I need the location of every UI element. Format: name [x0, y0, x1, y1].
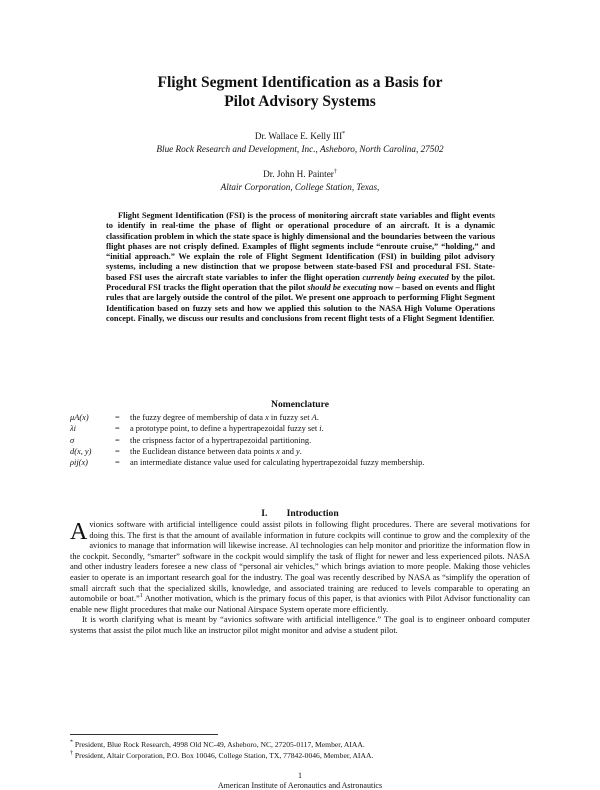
def-text: the fuzzy degree of membership of data	[130, 413, 266, 422]
page-number: 1	[298, 771, 302, 780]
nomenclature-definition	[130, 423, 540, 434]
abstract-emphasis-2: should be executing	[307, 283, 377, 293]
author-1-affiliation: Blue Rock Research and Development, Inc., Asheboro, North Carolina, 27502	[156, 144, 444, 154]
def-var: A	[311, 413, 317, 422]
author-1-mark: *	[342, 130, 346, 137]
title-line-1: Flight Segment Identification as a Basis for	[157, 74, 443, 91]
nomenclature-item	[70, 412, 540, 423]
def-var: x	[265, 413, 269, 422]
nomenclature-symbol: ρij(x)	[70, 458, 88, 468]
def-text: .	[299, 446, 302, 456]
footnote-2-text: President, Altair Corporation, P.O. Box 10046, College Station, TX, 77842-0046, Member, AIAA.	[73, 751, 374, 760]
def-text: .	[316, 413, 319, 422]
intro-paragraph-1	[70, 520, 530, 615]
abstract-emphasis-1: currently being executed	[362, 272, 449, 282]
nomenclature-definition	[130, 457, 540, 468]
author-1	[60, 131, 540, 142]
footnote-2	[70, 751, 530, 760]
nomenclature-definition	[130, 435, 540, 446]
nomenclature-item	[70, 457, 540, 468]
paper-title	[60, 73, 540, 111]
nomenclature-definition	[130, 446, 540, 457]
def-var: i	[319, 424, 322, 434]
def-text: and	[279, 446, 297, 456]
footnote-1-text: President, Blue Rock Research, 4998 Old NC-49, Asheboro, NC, 27205-0117, Member, AIAA.	[73, 740, 365, 749]
intro-p1-text-b: Another motivation, which is the primary focus of this paper, is that avionics with Pilot Advisor functionality can enable new flight procedures that make our National Airspace System operate more efficiently.	[70, 594, 530, 614]
abstract-part-1: Flight Segment Identification (FSI) is the process of monitoring aircraft state variables and flight events to identify in real-time the phase of flight or operational procedure of an aircraft. It is a dynamic classification problem in which the state space is highly dimensional and the boundaries between the various flight phases are not crisply defined. Examples of flight segments include “enroute cruise,” “holding,” and “initial approach.” We explain the role of Flight Segment Identification (FSI) in building pilot advisory systems, including a new distinction that we propose between state-based FSI and procedural FSI. State-based FSI uses the aircraft state variables to infer the flight operation	[106, 211, 495, 282]
def-text: in fuzzy set	[268, 413, 312, 422]
abstract-part-3: now – based on events and flight rules that are largely outside the control of the pilot. We present one approach to performing Flight Segment Identification based on fuzzy sets and how we applied this solution to the NASA High Volume Operations concept. Finally, we discuss our results and conclusions from recent flight tests of a Flight Segment Identifier.	[106, 283, 495, 323]
def-var: y	[296, 446, 300, 456]
nomenclature-item	[70, 423, 540, 434]
abstract	[106, 211, 495, 324]
nomenclature-symbol: λi	[70, 424, 76, 434]
def-text: the Euclidean distance between data points	[130, 446, 277, 456]
intro-p1-text-a: vionics software with artificial intelligence could assist pilots in following flight procedures. There are several motivations for doing this. The first is that the amount of available information in future cockpits will continue to grow and the complexity of the avionics to manage that information will likewise increase. AI technologies can help monitor and prioritize the information flow in the cockpit. Secondly, “smarter” software in the cockpit would simplify the task of flight for newer and less experienced pilots. NASA and other industry leaders foresee a new class of “personal air vehicles,” which brings aviation to more people. Making those vehicles easier to operate is an important research goal for the industry. The goal was recently described by NASA as “simplify the operation of small aircraft such that the specialized skills, knowledge, and associated training are reduced to levels comparable to operating an automobile or boat.”	[70, 520, 530, 604]
nomenclature-symbol: μA(x)	[70, 413, 89, 422]
introduction-heading: I. Introduction	[261, 508, 339, 519]
footnote-2-mark: †	[70, 750, 73, 757]
intro-paragraph-2: It is worth clarifying what is meant by “avionics software with artificial intelligence.” The goal is to engineer onboard computer systems that assist the pilot much like an instructor pilot might monitor and advise a student pilot.	[70, 615, 530, 635]
nomenclature-item	[70, 446, 540, 457]
nomenclature-equals: =	[115, 435, 120, 445]
nomenclature-symbol: σ	[70, 435, 75, 445]
footnote-1	[70, 740, 530, 749]
author-2	[60, 169, 540, 180]
nomenclature-list	[70, 412, 540, 468]
def-var: x	[276, 446, 280, 456]
drop-cap: A	[70, 519, 88, 545]
footnote-divider	[70, 734, 218, 735]
reference-1: 1	[139, 593, 143, 600]
nomenclature-equals: =	[115, 446, 120, 456]
author-2-name: Dr. John H. Painter	[263, 169, 334, 179]
nomenclature-equals: =	[115, 413, 120, 422]
abstract-part-2: by the pilot. Procedural FSI tracks the flight operation that the pilot	[106, 272, 495, 293]
nomenclature-definition	[130, 412, 540, 423]
def-text: .	[321, 424, 324, 434]
title-line-2: Pilot Advisory Systems	[224, 93, 376, 110]
introduction-body	[70, 520, 530, 637]
nomenclature-equals: =	[115, 458, 120, 468]
def-text: an intermediate distance value used for calculating hypertrapezoidal fuzzy membership.	[130, 458, 425, 468]
nomenclature-item	[70, 435, 540, 446]
author-2-mark: †	[333, 168, 337, 175]
def-text: the crispness factor of a hypertrapezoidal partitioning.	[130, 435, 312, 445]
author-1-name: Dr. Wallace E. Kelly III	[254, 131, 343, 141]
nomenclature-equals: =	[115, 424, 120, 434]
page-footer: American Institute of Aeronautics and Astronautics	[217, 781, 383, 790]
footnote-1-mark: *	[70, 739, 73, 746]
author-2-affiliation: Altair Corporation, College Station, Texas,	[220, 182, 380, 192]
nomenclature-heading: Nomenclature	[271, 399, 329, 410]
def-text: a prototype point, to define a hypertrapezoidal fuzzy set	[130, 424, 320, 434]
nomenclature-symbol: d(x, y)	[70, 446, 92, 456]
